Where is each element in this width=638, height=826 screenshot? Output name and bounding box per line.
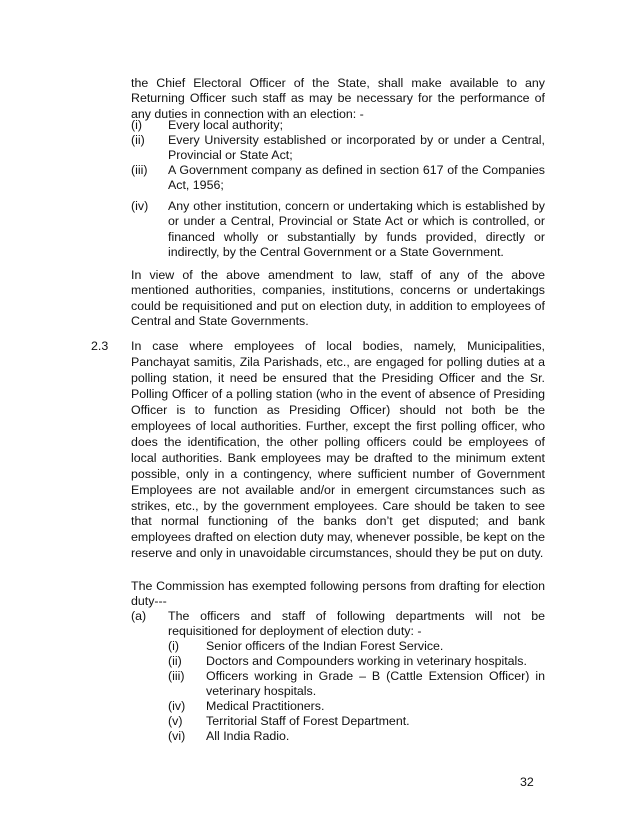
exemption-paragraph: The Commission has exempted following persons from drafting for election duty--- <box>131 579 545 609</box>
list1-num-iii: (iii) <box>131 163 148 177</box>
list1-item-i: Every local authority; <box>168 118 284 132</box>
item-a-text: The officers and staff of following departments will not be requisitioned for deployment of election duty: - <box>168 609 545 639</box>
list1-item-iv: Any other institution, concern or undertaking which is established by or under a Central, Provincial or State Act or which is controlled, or financed wholly or substantially by funds provided, directly or indirectly, by the Central Government or a State Government. <box>168 199 545 259</box>
list1-item-ii: Every University established or incorporated by or under a Central, Provincial or State Act; <box>168 133 545 163</box>
list1-num-i: (i) <box>131 118 143 132</box>
list2-num-iii: (iii) <box>168 669 185 683</box>
list2-item-iii: Officers working in Grade – B (Cattle Extension Officer) in veterinary hospitals. <box>206 669 545 699</box>
list2-item-i: Senior officers of the Indian Forest Service. <box>206 639 444 653</box>
intro-paragraph: the Chief Electoral Officer of the State, shall make available to any Returning Officer such staff as may be necessary for the performance of any duties in connection with an election: - <box>131 76 545 121</box>
list2-item-v: Territorial Staff of Forest Department. <box>206 714 410 728</box>
item-a-num: (a) <box>131 609 147 623</box>
list2-item-vi: All India Radio. <box>206 729 290 743</box>
list2-num-ii: (ii) <box>168 654 182 668</box>
list1-num-iv: (iv) <box>131 199 149 213</box>
list2-num-v: (v) <box>168 714 183 728</box>
list2-num-iv: (iv) <box>168 699 186 713</box>
list2-item-iv: Medical Practitioners. <box>206 699 325 713</box>
section-2-3-paragraph: In case where employees of local bodies, namely, Municipalities, Panchayat samitis, Zila Parishads, etc., are engaged for polling duties at a polling station, it need be ensured that the Presiding Officer and the Sr. Polling Officer of a polling station (who in the event of absence of Presiding Officer is to function as Presiding Officer) should not both be the employees of local authorities. Further, except the first polling officer, who does the identification, the other polling officers could be employees of local authorities. Bank employees may be drafted to the minimum extent possible, only in a contingency, where sufficient number of Government Employees are not available and/or in emergent circumstances such as strikes, etc., by the government employees. Care should be taken to see that normal functioning of the banks don’t get disputed; and bank employees drafted on election duty may, whenever possible, be kept on the reserve and only in unavoidable circumstances, should they be put on duty. <box>131 339 545 561</box>
list1-num-ii: (ii) <box>131 133 145 147</box>
list1-item-iii: A Government company as defined in section 617 of the Companies Act, 1956; <box>168 163 545 193</box>
page-number: 32 <box>520 775 534 789</box>
list2-item-ii: Doctors and Compounders working in veterinary hospitals. <box>206 654 527 668</box>
section-number: 2.3 <box>91 339 109 353</box>
amendment-paragraph: In view of the above amendment to law, staff of any of the above mentioned authorities, companies, institutions, concerns or undertakings could be requisitioned and put on election duty, in addition to employees of Central and State Governments. <box>131 268 545 328</box>
list2-num-i: (i) <box>168 639 180 653</box>
list2-num-vi: (vi) <box>168 729 186 743</box>
